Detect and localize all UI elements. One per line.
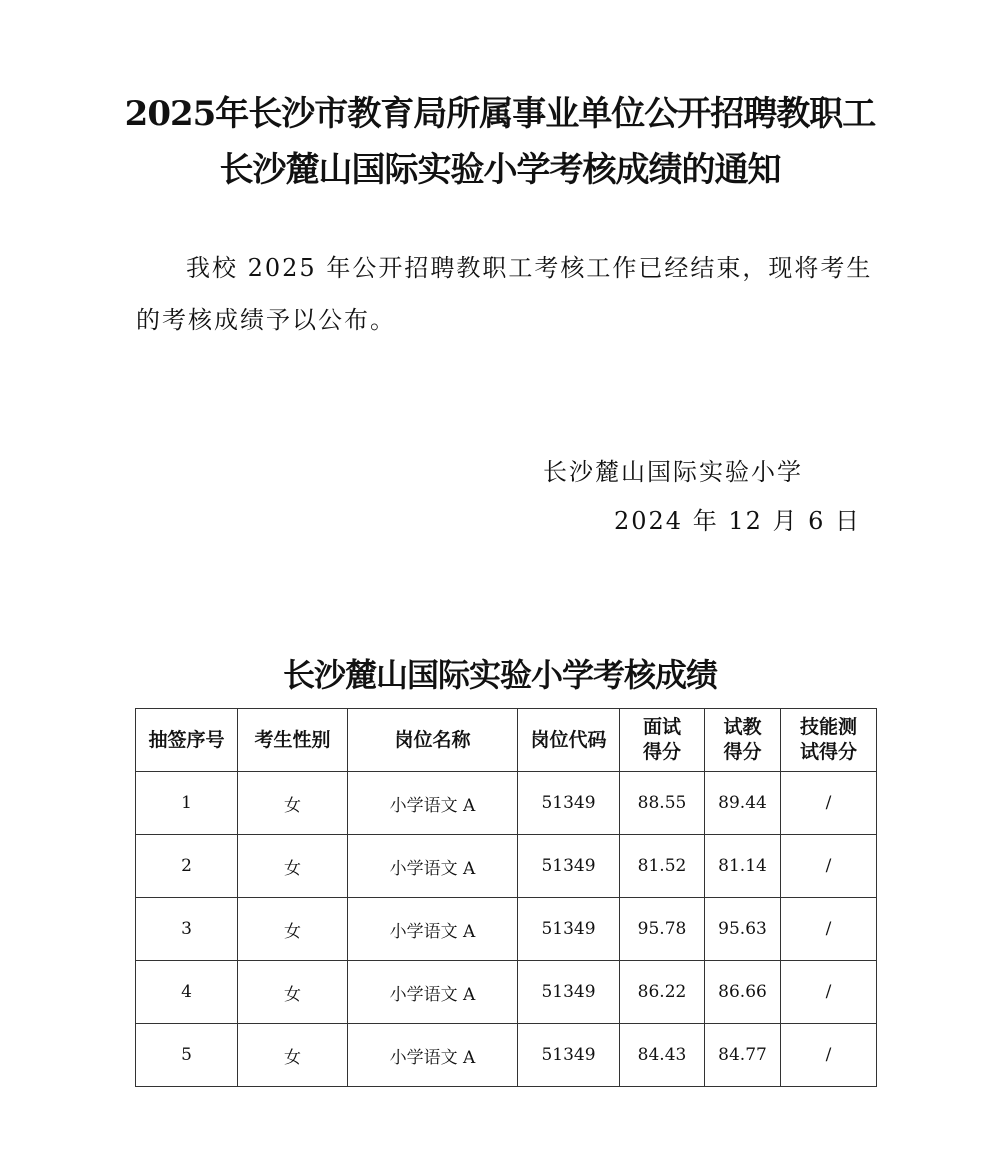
cell-position-name: 小学语文 A	[348, 1024, 518, 1087]
score-table	[135, 708, 877, 1087]
cell-skill-test-score: /	[781, 1024, 877, 1087]
notice-body: 我校 2025 年公开招聘教职工考核工作已经结束，现将考生的考核成绩予以公布。	[136, 254, 873, 334]
cell-draw-number: 3	[136, 898, 238, 961]
header-draw-number: 抽签序号	[136, 709, 238, 772]
cell-draw-number: 5	[136, 1024, 238, 1087]
cell-position-code: 51349	[518, 961, 620, 1024]
cell-gender: 女	[238, 835, 348, 898]
cell-trial-teaching-score: 95.63	[705, 898, 781, 961]
table-row	[136, 772, 877, 835]
cell-skill-test-score: /	[781, 961, 877, 1024]
cell-draw-number: 4	[136, 961, 238, 1024]
table-row	[136, 961, 877, 1024]
cell-position-code: 51349	[518, 835, 620, 898]
header-trial-teaching-score: 试教得分	[705, 709, 781, 772]
cell-position-code: 51349	[518, 1024, 620, 1087]
cell-draw-number: 1	[136, 772, 238, 835]
table-row	[136, 898, 877, 961]
cell-interview-score: 88.55	[620, 772, 705, 835]
cell-gender: 女	[238, 772, 348, 835]
cell-trial-teaching-score: 81.14	[705, 835, 781, 898]
table-title: 长沙麓山国际实验小学考核成绩	[282, 656, 717, 694]
signature-organization: 长沙麓山国际实验小学	[543, 458, 803, 486]
cell-gender: 女	[238, 1024, 348, 1087]
cell-gender: 女	[238, 961, 348, 1024]
cell-trial-teaching-score: 89.44	[705, 772, 781, 835]
cell-position-name: 小学语文 A	[348, 961, 518, 1024]
cell-position-code: 51349	[518, 772, 620, 835]
cell-skill-test-score: /	[781, 898, 877, 961]
cell-skill-test-score: /	[781, 772, 877, 835]
header-gender: 考生性别	[238, 709, 348, 772]
header-position-name: 岗位名称	[348, 709, 518, 772]
cell-position-name: 小学语文 A	[348, 772, 518, 835]
header-interview-score: 面试得分	[620, 709, 705, 772]
cell-position-name: 小学语文 A	[348, 898, 518, 961]
cell-trial-teaching-score: 84.77	[705, 1024, 781, 1087]
cell-skill-test-score: /	[781, 835, 877, 898]
cell-interview-score: 84.43	[620, 1024, 705, 1087]
table-row	[136, 1024, 877, 1087]
cell-trial-teaching-score: 86.66	[705, 961, 781, 1024]
cell-interview-score: 81.52	[620, 835, 705, 898]
header-skill-test-score: 技能测试得分	[781, 709, 877, 772]
header-position-code: 岗位代码	[518, 709, 620, 772]
notice-title-line-2: 长沙麓山国际实验小学考核成绩的通知	[219, 150, 781, 190]
cell-position-name: 小学语文 A	[348, 835, 518, 898]
cell-draw-number: 2	[136, 835, 238, 898]
cell-interview-score: 95.78	[620, 898, 705, 961]
table-row	[136, 835, 877, 898]
cell-gender: 女	[238, 898, 348, 961]
cell-position-code: 51349	[518, 898, 620, 961]
cell-interview-score: 86.22	[620, 961, 705, 1024]
table-header-row	[136, 709, 877, 772]
signature-date: 2024 年 12 月 6 日	[614, 507, 862, 535]
notice-title-line-1: 2025年长沙市教育局所属事业单位公开招聘教职工	[124, 94, 876, 134]
